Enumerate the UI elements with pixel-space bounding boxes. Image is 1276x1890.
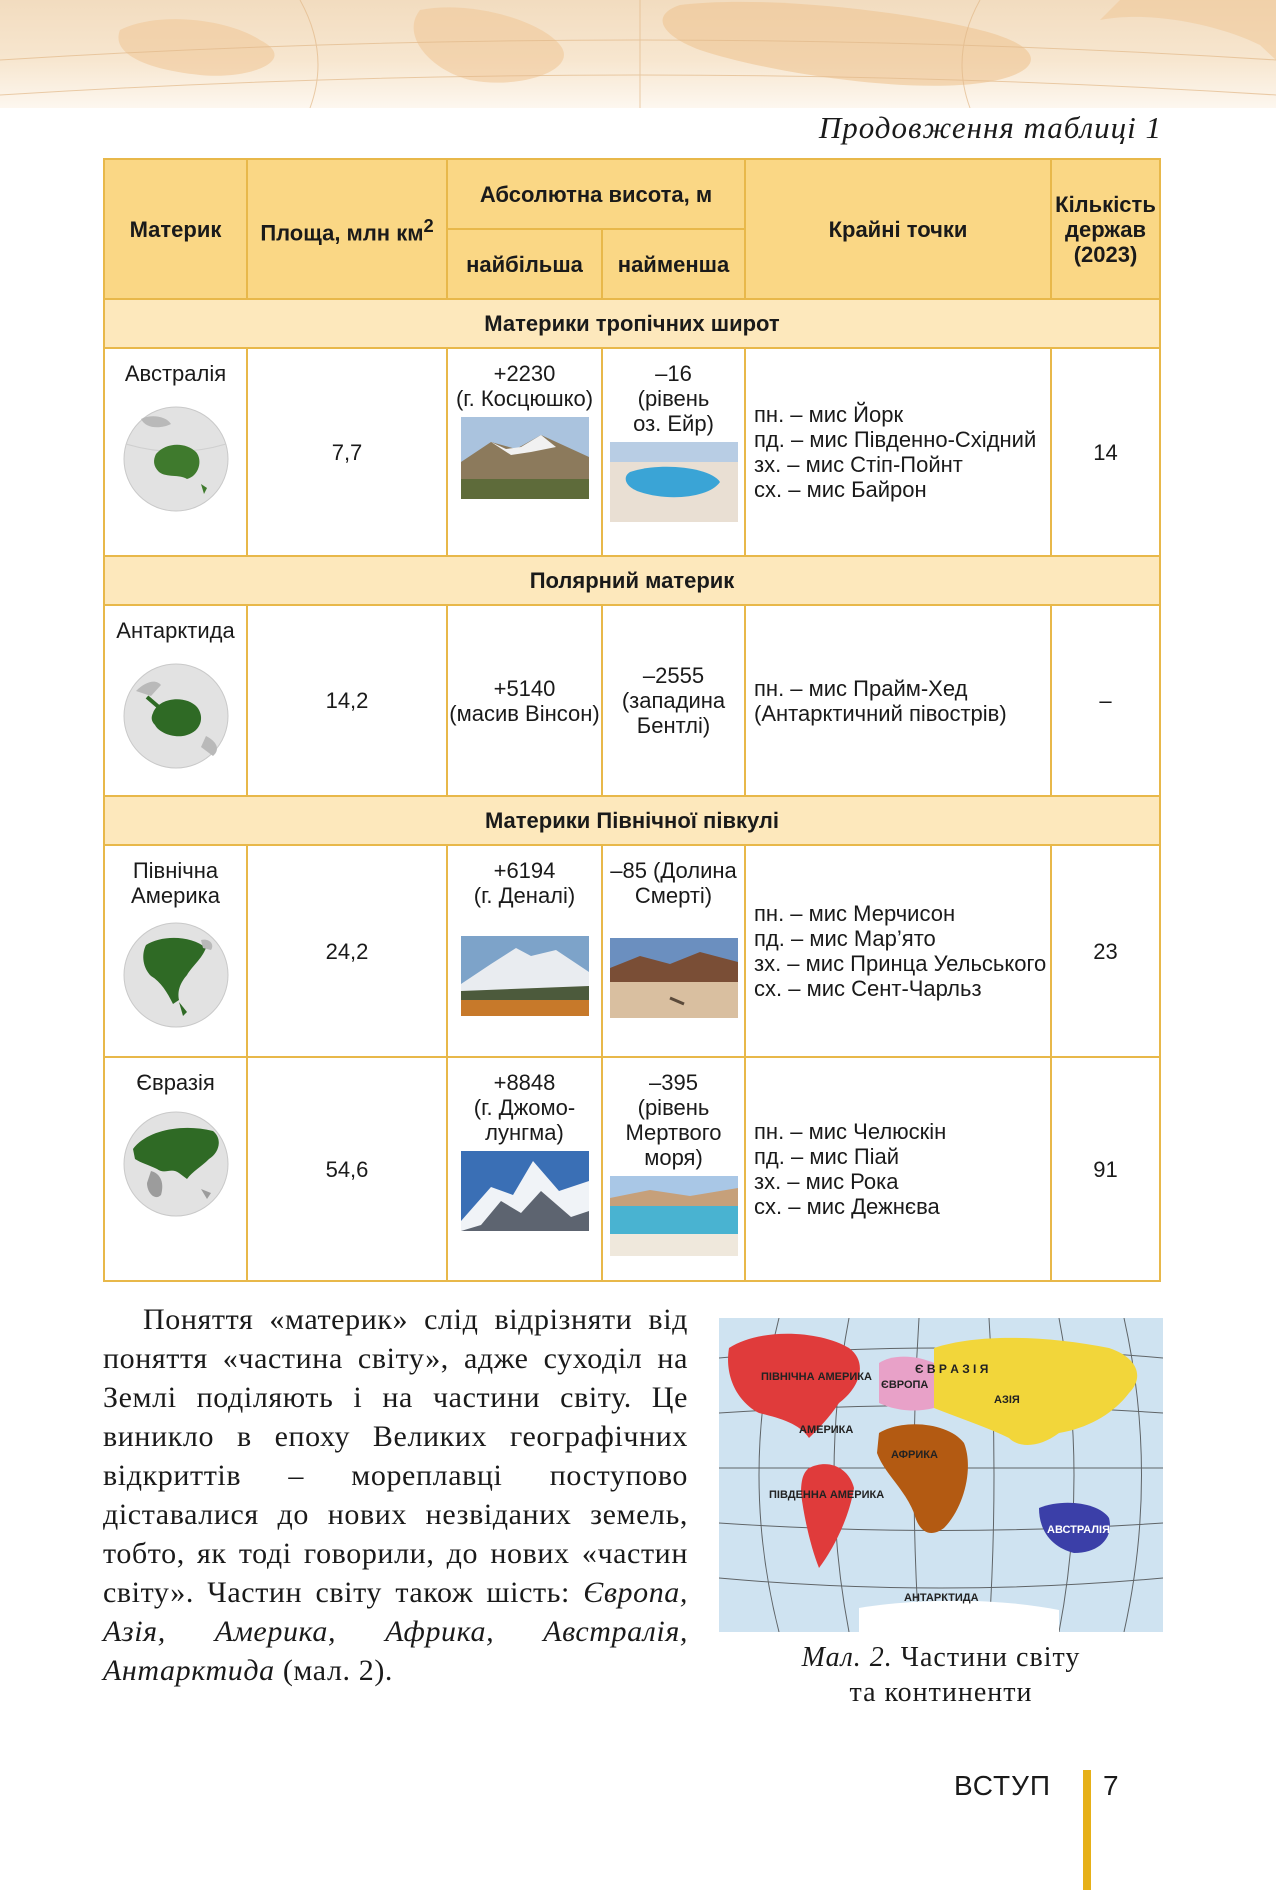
states-north-america: 23: [1051, 845, 1160, 1057]
globe-antarctica-icon: [121, 661, 231, 771]
map-label-australia: АВСТРАЛІЯ: [1047, 1524, 1110, 1536]
table-continuation-label: Продовження таблиці 1: [818, 110, 1162, 145]
area-north-america: 24,2: [247, 845, 447, 1057]
map-label-asia: АЗІЯ: [994, 1394, 1020, 1406]
globe-north-america-icon: [121, 920, 231, 1030]
map-label-antarctica: АНТАРКТИДА: [904, 1592, 979, 1604]
globe-australia-icon: [121, 404, 231, 514]
header-continent: Материк: [104, 159, 247, 299]
map-label-south-america: ПІВДЕННА АМЕРИКА: [769, 1489, 885, 1501]
points-eurasia: пн. – мис Челюскін пд. – мис Піай зх. – мис Рока сх. – мис Дежнєва: [745, 1057, 1051, 1281]
states-australia: 14: [1051, 348, 1160, 556]
area-eurasia: 54,6: [247, 1057, 447, 1281]
states-eurasia: 91: [1051, 1057, 1160, 1281]
figure-caption: Мал. 2. Частини світу та континенти: [801, 1642, 1081, 1708]
highest-north-america: +6194 (г. Деналі): [447, 845, 602, 1057]
continent-australia: Австралія: [104, 348, 247, 556]
photo-denali: [461, 936, 589, 1016]
section-northern: Материки Північної півкулі: [104, 796, 1160, 845]
footer-divider: [1083, 1770, 1091, 1890]
lowest-north-america: –85 (Долина Смерті): [602, 845, 745, 1057]
table-row: [104, 605, 1160, 796]
body-paragraph: [103, 1300, 688, 1690]
lowest-eurasia: –395 (рівень Мертвого моря): [602, 1057, 745, 1281]
continent-antarctica: Антарктида: [104, 605, 247, 796]
photo-death-valley: [610, 938, 738, 1018]
lowest-australia: –16 (рівень оз. Ейр): [602, 348, 745, 556]
header-lowest: найменша: [602, 229, 745, 299]
map-label-africa: АФРИКА: [891, 1449, 938, 1461]
area-australia: 7,7: [247, 348, 447, 556]
states-antarctica: –: [1051, 605, 1160, 796]
body-lead: Поняття «материк» слід відрізняти від поняття «частина світу», адже суходіл на Землі поділяють і на частини світу. Це виникло в епоху Великих географічних відкриттів – мореплавці поступово діставалися до нових незвіданих земель, тобто, як тоді говорили, до нових «частин світу». Частин світу також шість:: [103, 1303, 688, 1609]
page-number: 7: [1103, 1770, 1119, 1801]
world-map-decoration: [0, 0, 1276, 108]
highest-australia: +2230 (г. Косцюшко): [447, 348, 602, 556]
photo-everest: [461, 1151, 589, 1231]
world-parts-map: [719, 1318, 1163, 1632]
section-tropical: Материки тропічних широт: [104, 299, 1160, 348]
section-polar: Полярний материк: [104, 556, 1160, 605]
continent-north-america: Північна Америка: [104, 845, 247, 1057]
table-row: [104, 845, 1160, 1057]
points-antarctica: пн. – мис Прайм-Хед (Антарктичний півострів): [745, 605, 1051, 796]
header-area: Площа, млн $км^2$: [247, 159, 447, 299]
header-abs-height: Абсолютна висота, м: [447, 159, 745, 229]
continents-table: [103, 158, 1161, 1282]
points-north-america: пн. – мис Мерчисон пд. – мис Мар’ято зх. – мис Принца Уельського сх. – мис Сент-Чарльз: [745, 845, 1051, 1057]
map-label-europe: ЄВРОПА: [881, 1379, 929, 1391]
highest-eurasia: +8848 (г. Джомо- лунгма): [447, 1057, 602, 1281]
header-highest: найбільша: [447, 229, 602, 299]
body-tail: (мал. 2).: [274, 1654, 394, 1687]
photo-kosciuszko: [461, 417, 589, 499]
lowest-antarctica: –2555 (западина Бентлі): [602, 605, 745, 796]
map-label-eurasia: Є В Р А З І Я: [915, 1362, 989, 1376]
header-states-count: Кількість держав (2023): [1051, 159, 1160, 299]
photo-lake-eyre: [610, 442, 738, 522]
header-banner: [0, 0, 1276, 108]
area-antarctica: 14,2: [247, 605, 447, 796]
photo-dead-sea: [610, 1176, 738, 1256]
world-map-illustration: [719, 1318, 1163, 1632]
map-label-north-america: ПІВНІЧНА АМЕРИКА: [761, 1371, 872, 1383]
highest-antarctica: +5140 (масив Вінсон): [447, 605, 602, 796]
table-row: [104, 1057, 1160, 1281]
header-extreme-points: Крайні точки: [745, 159, 1051, 299]
globe-eurasia-icon: [121, 1109, 231, 1219]
table-row: [104, 348, 1160, 556]
map-label-america: АМЕРИКА: [799, 1424, 854, 1436]
continent-eurasia: Євразія: [104, 1057, 247, 1281]
body-parts-of-world: Європа, Азія, Америка, Африка, Австралія, Антарктида: [103, 1576, 688, 1687]
footer-section: ВСТУП: [954, 1770, 1052, 1801]
points-australia: пн. – мис Йорк пд. – мис Південно-Східний зх. – мис Стіп-Пойнт сх. – мис Байрон: [745, 348, 1051, 556]
